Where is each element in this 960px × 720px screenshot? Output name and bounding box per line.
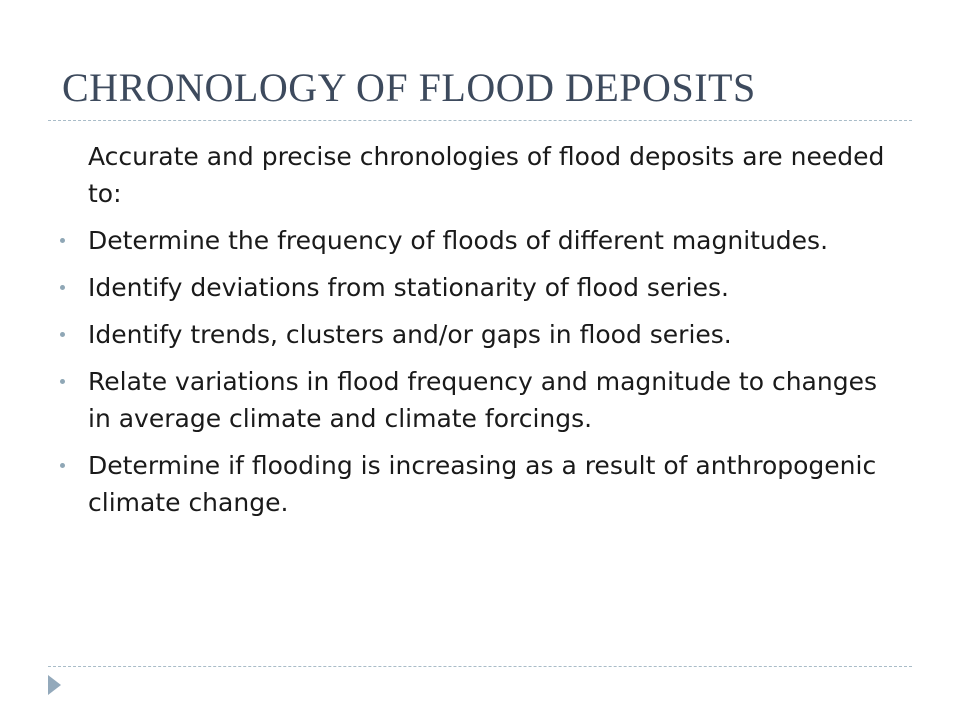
slide-title: CHRONOLOGY OF FLOOD DEPOSITS (62, 65, 756, 110)
footer-divider (48, 666, 912, 667)
bullet-dot-icon (60, 238, 65, 243)
slide-body (88, 138, 888, 531)
bullet-item (88, 316, 888, 353)
bullet-item (88, 222, 888, 259)
bullet-dot-icon (60, 332, 65, 337)
bullet-text: Relate variations in flood frequency and magnitude to changes in average climate and climate forcings. (88, 367, 878, 433)
bullet-dot-icon (60, 463, 65, 468)
bullet-item (88, 363, 888, 437)
title-divider (48, 120, 912, 121)
bullet-text: Determine if flooding is increasing as a result of anthropogenic climate change. (88, 451, 877, 517)
bullet-dot-icon (60, 379, 65, 384)
intro-text: Accurate and precise chronologies of flood deposits are needed to: (88, 142, 885, 208)
bullet-item (88, 269, 888, 306)
bullet-dot-icon (60, 285, 65, 290)
bullet-text: Determine the frequency of floods of different magnitudes. (88, 226, 829, 255)
bullet-list (88, 222, 888, 521)
bullet-text: Identify trends, clusters and/or gaps in flood series. (88, 320, 732, 349)
bullet-text: Identify deviations from stationarity of flood series. (88, 273, 729, 302)
play-arrow-icon (48, 675, 61, 695)
bullet-item (88, 447, 888, 521)
